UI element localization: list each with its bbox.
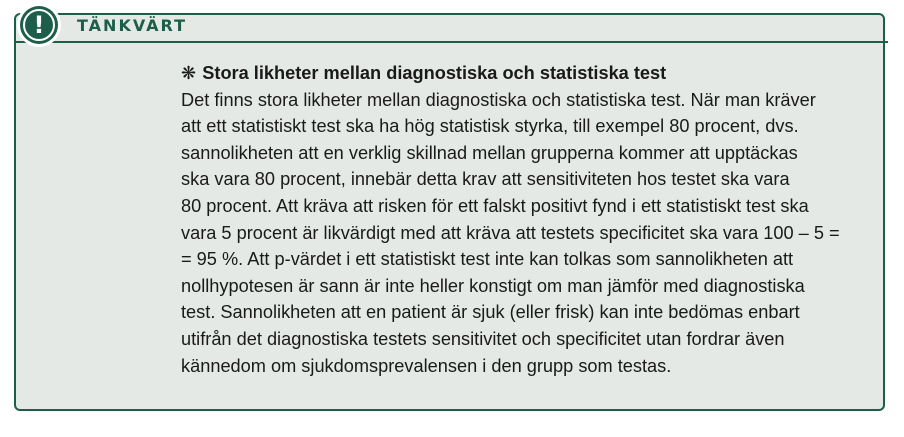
body-line: kännedom om sjukdomsprevalensen i den grupp som testas. [181, 355, 672, 376]
box-title [181, 60, 841, 87]
body-line: 80 procent. Att kräva att risken för ett falskt positivt fynd i ett statistiskt test ska [181, 195, 809, 216]
asterisk-icon: ❋ [181, 63, 197, 83]
body-line: vara 5 procent är likvärdigt med att kräva att testets specificitet ska vara 100 – 5 = [181, 222, 840, 243]
box-title-text: Stora likheter mellan diagnostiska och statistiska test [202, 63, 667, 83]
body-line: Det finns stora likheter mellan diagnostiska och statistiska test. När man kräver [181, 89, 816, 110]
body-line: nollhypotesen är sann är inte heller konstigt om man jämför med diagnostiska [181, 275, 805, 296]
body-line: att ett statistiskt test ska ha hög statistisk styrka, till exempel 80 procent, dvs. [181, 116, 799, 137]
exclamation-mark: ! [33, 11, 45, 39]
box-content [181, 60, 841, 379]
box-label: TÄNKVÄRT [77, 16, 188, 35]
body-line: utifrån det diagnostiska testets sensitivitet och specificitet utan fordrar även [181, 328, 785, 349]
header-divider [14, 41, 888, 43]
body-line: ska vara 80 procent, innebär detta krav att sensitiviteten hos testet ska vara [181, 169, 790, 190]
body-line: sannolikheten att en verklig skillnad mellan grupperna kommer att upptäckas [181, 142, 798, 163]
body-line: = 95 %. Att p-värdet i ett statistiskt test inte kan tolkas som sannolikheten att [181, 249, 794, 270]
exclamation-badge-icon [17, 3, 61, 47]
body-line: test. Sannolikheten att en patient är sjuk (eller frisk) kan inte bedömas enbart [181, 302, 800, 323]
